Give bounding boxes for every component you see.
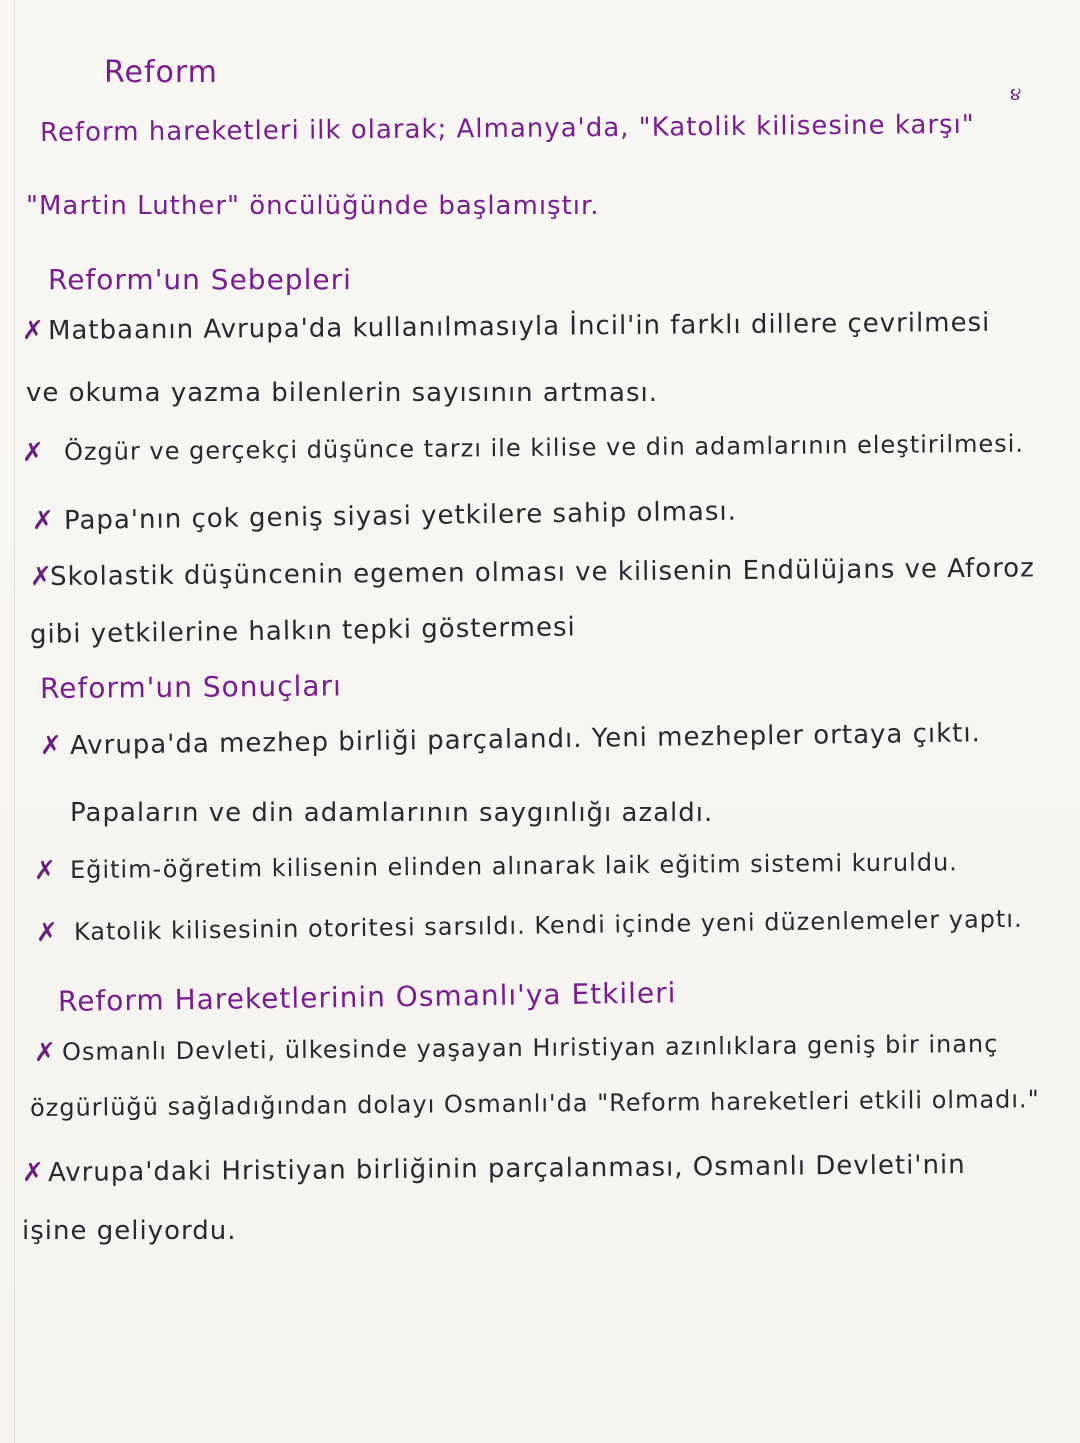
result-line-2: Papaların ve din adamlarının saygınlığı azaldı. (70, 798, 714, 828)
cause-line-5: Skolastik düşüncenin egemen olması ve kilisenin Endülüjans ve Aforoz (49, 553, 1035, 592)
bullet-mark: ✗ (40, 731, 62, 761)
bullet-mark: ✗ (30, 562, 52, 592)
bullet-mark: ✗ (22, 438, 44, 468)
intro-line-2: "Martin Luther" öncülüğünde başlamıştır. (26, 191, 600, 221)
causes-heading: Reform'un Sebepleri (48, 263, 352, 296)
page-title: Reform (104, 55, 218, 90)
cause-line-3: Özgür ve gerçekçi düşünce tarzı ile kilise ve din adamlarının eleştirilmesi. (63, 429, 1025, 466)
margin-rule (14, 0, 15, 1443)
results-heading: Reform'un Sonuçları (39, 669, 342, 705)
result-line-1: Avrupa'da mezhep birliği parçalandı. Yeni mezhepler ortaya çıktı. (69, 718, 982, 761)
cause-line-2: ve okuma yazma bilenlerin sayısının artması. (26, 378, 659, 408)
cause-line-4: Papa'nın çok geniş siyasi yetkilere sahip olması. (63, 496, 738, 536)
effect-line-4: işine geliyordu. (22, 1216, 237, 1246)
bullet-mark: ✗ (32, 506, 54, 536)
result-line-3: Eğitim-öğretim kilisenin elinden alınarak laik eğitim sistemi kuruldu. (69, 848, 958, 884)
result-line-4: Katolik kilisesinin otoritesi sarsıldı. Kendi içinde yeni düzenlemeler yaptı. (73, 904, 1023, 946)
effect-line-3: Avrupa'daki Hristiyan birliğinin parçalanması, Osmanlı Devleti'nin (47, 1149, 966, 1188)
scribble-mark: ૪ (1010, 84, 1022, 105)
cause-line-6: gibi yetkilerine halkın tepki göstermesi (29, 612, 576, 650)
bullet-mark: ✗ (36, 918, 58, 948)
bullet-mark: ✗ (22, 1158, 44, 1188)
effect-line-1: Osmanlı Devleti, ülkesinde yaşayan Hıristiyan azınlıklara geniş bir inanç (61, 1029, 999, 1066)
bullet-mark: ✗ (34, 1038, 56, 1068)
effect-line-2: özgürlüğü sağladığından dolayı Osmanlı'da "Reform hareketleri etkili olmadı." (29, 1085, 1040, 1122)
bullet-mark: ✗ (34, 856, 56, 886)
intro-line-1: Reform hareketleri ilk olarak; Almanya'da, "Katolik kilisesine karşı" (39, 109, 975, 148)
bullet-mark: ✗ (22, 316, 44, 346)
cause-line-1: Matbaanın Avrupa'da kullanılmasıyla İncil'in farklı dillere çevrilmesi (47, 307, 991, 346)
effects-heading: Reform Hareketlerinin Osmanlı'ya Etkileri (57, 976, 677, 1018)
